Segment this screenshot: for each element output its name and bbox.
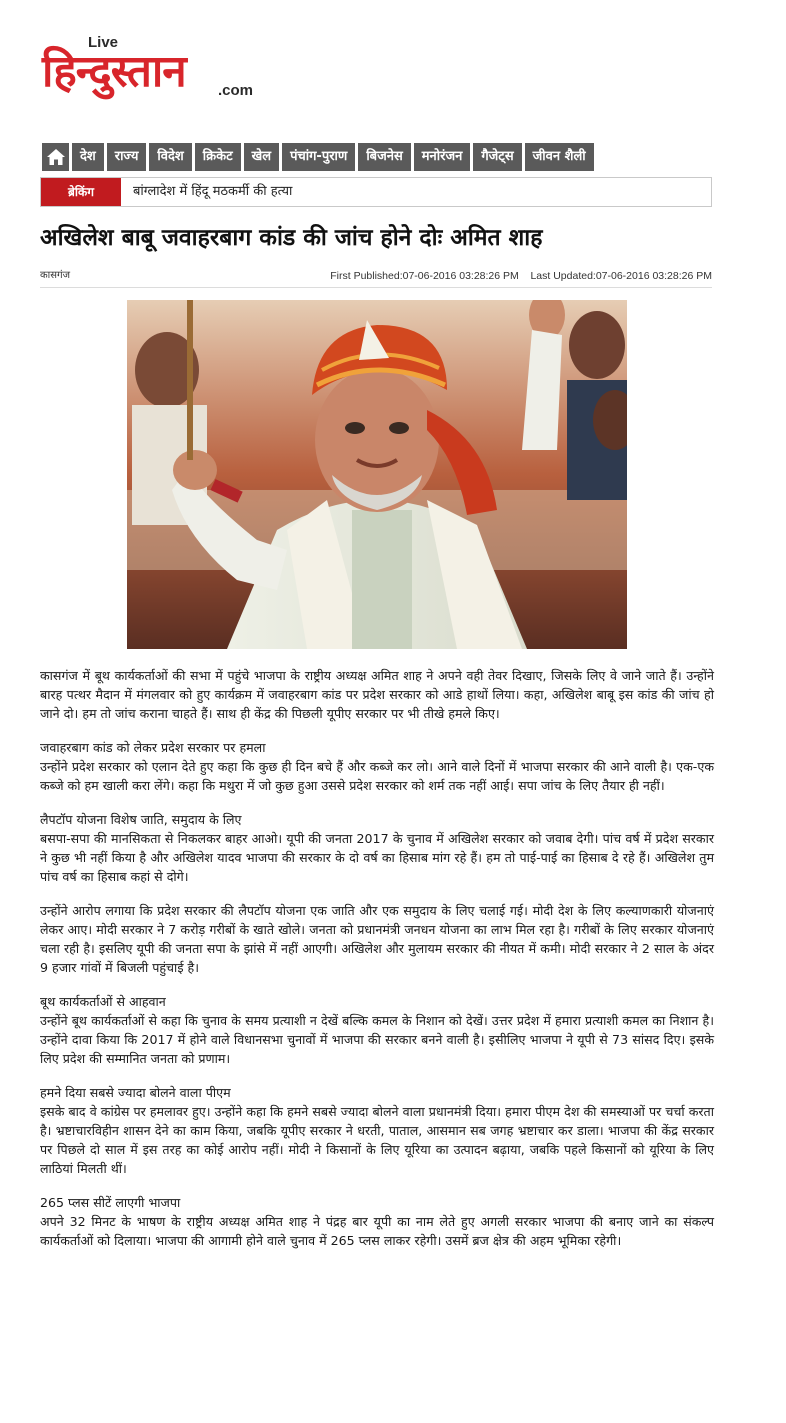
article-headline: अखिलेश बाबू जवाहरबाग कांड की जांच होने दोः अमित शाह <box>40 225 543 251</box>
nav-item-desh[interactable]: देश <box>72 143 104 171</box>
nav-item-jeevan-shaili[interactable]: जीवन शैली <box>525 143 594 171</box>
nav-item-rajya[interactable]: राज्य <box>107 143 147 171</box>
article-paragraph <box>40 738 714 795</box>
article-body <box>40 666 714 1265</box>
nav-item-business[interactable]: बिजनेस <box>358 143 410 171</box>
paragraph-text: इसके बाद वे कांग्रेस पर हमलावर हुए। उन्होंने कहा कि हमने सबसे ज्यादा बोलने वाला प्रधानमंत्री दिया। हमारा पीएम देश की समस्याओं पर चर्चा करता है। भ्रष्टाचारविहीन शासन देने का काम किया, जबकि यूपीए सरकार ने धरती, पाताल, आसमान सब जगह भ्रष्टाचार कर डाला। भाजपा की केंद्र सरकार पर पिछले दो साल में इस तरह का कोई आरोप नहीं। मोदी ने किसानों के लिए यूरिया का उत्पादन बढ़ाया, जबकि पहले किसानों को यूरिया के लिए लाठियां मिलती थीं। <box>40 1104 714 1176</box>
paragraph-subheading: बूथ कार्यकर्ताओं से आहवान <box>40 994 166 1009</box>
nav-item-panchang-puran[interactable]: पंचांग-पुराण <box>282 143 355 171</box>
article-city: कासगंज <box>40 270 71 281</box>
article-paragraph <box>40 901 714 977</box>
paragraph-subheading: जवाहरबाग कांड को लेकर प्रदेश सरकार पर हमला <box>40 740 266 755</box>
nav-item-manoranjan[interactable]: मनोरंजन <box>414 143 471 171</box>
logo-name-text: हिन्दुस्तान <box>42 46 186 97</box>
last-updated: Last Updated:07-06-2016 03:28:26 PM <box>530 270 712 282</box>
breaking-label: ब्रेकिंग <box>41 178 121 206</box>
main-nav <box>42 143 594 171</box>
paragraph-text: उन्होंने प्रदेश सरकार को एलान देते हुए कहा कि कुछ ही दिन बचे हैं और कब्जे कर लो। आने वाले दिनों में भाजपा सरकार की आने वाली है। एक-एक कब्जे को हम खाली करा लेंगे। कहा कि मथुरा में जो कुछ हुआ उससे प्रदेश सरकार को शर्म तक नहीं आई। सपा जांच के लिए तैयार ही नहीं। <box>40 759 714 793</box>
nav-item-khel[interactable]: खेल <box>244 143 279 171</box>
nav-item-videsh[interactable]: विदेश <box>149 143 191 171</box>
paragraph-subheading: लैपटॉप योजना विशेष जाति, समुदाय के लिए <box>40 812 242 827</box>
nav-item-cricket[interactable]: क्रिकेट <box>195 143 241 171</box>
breaking-news-link[interactable]: बांग्लादेश में हिंदू मठकर्मी की हत्या <box>133 184 293 199</box>
paragraph-text: उन्होंने बूथ कार्यकर्ताओं से कहा कि चुनाव के समय प्रत्याशी न देखें बल्कि कमल के निशान को देखें। उत्तर प्रदेश में हमारा प्रत्याशी कमल का निशान है। उन्होंने दावा किया कि 2017 में होने वाले विधानसभा चुनावों में भाजपा की सरकार बनने वाली है। इसीलिए भाजपा ने यूपी से 73 सांसद दिए। इसके लिए प्रदेश की सम्मानित जनता को प्रणाम। <box>40 1013 714 1066</box>
paragraph-subheading: 265 प्लस सीटें लाएगी भाजपा <box>40 1195 181 1210</box>
paragraph-text: अपने 32 मिनट के भाषण के राष्ट्रीय अध्यक्ष अमित शाह ने पंद्रह बार यूपी का नाम लेते हुए अगली सरकार भाजपा की बनाए जाने का संकल्प कार्यकर्ताओं को दिलाया। भाजपा की आगामी होने वाले चुनाव में 265 प्लस लाकर रहेगी। उसमें ब्रज क्षेत्र की अहम भूमिका रहेगी। <box>40 1214 714 1248</box>
nav-home-button[interactable] <box>42 143 69 171</box>
paragraph-text: कासगंज में बूथ कार्यकर्ताओं की सभा में पहुंचे भाजपा के राष्ट्रीय अध्यक्ष अमित शाह ने अपने वही तेवर दिखाए, जिसके लिए वे जाने जाते हैं। उन्होंने बारह पत्थर मैदान में मंगलवार को हुए कार्यक्रम में जवाहरबाग कांड पर प्रदेश सरकार को आडे हाथों लिया। कहा, अखिलेश बाबू इस कांड की जांच हो जाने दो। हम तो जांच कराना चाहते हैं। साथ ही केंद्र की पिछली यूपीए सरकार पर भी तीखे हमले किए। <box>40 668 714 721</box>
article-paragraph <box>40 992 714 1068</box>
photo-illustration <box>127 300 627 649</box>
home-icon <box>46 148 66 166</box>
nav-item-gadgets[interactable]: गैजेट्स <box>473 143 521 171</box>
article-meta <box>40 268 712 288</box>
logo-live-text: Live <box>88 34 119 51</box>
article-photo <box>127 300 627 649</box>
paragraph-text: बसपा-सपा की मानसिकता से निकलकर बाहर आओ। यूपी की जनता 2017 के चुनाव में अखिलेश सरकार को जवाब देगी। पांच वर्ष में प्रदेश सरकार ने कुछ भी नहीं किया है और अखिलेश यादव भाजपा की सरकार के दो वर्ष का हिसाब मांग रहे हैं। हम तो पाई-पाई का हिसाब दे रहे हैं। अखिलेश तुम पांच वर्ष का हिसाब कहां से दोगे। <box>40 831 714 884</box>
first-published: First Published:07-06-2016 03:28:26 PM <box>330 270 519 282</box>
article-dates <box>330 268 712 284</box>
paragraph-subheading: हमने दिया सबसे ज्यादा बोलने वाला पीएम <box>40 1085 231 1100</box>
article-paragraph <box>40 810 714 886</box>
site-logo[interactable] <box>42 32 272 104</box>
article-paragraph <box>40 1193 714 1250</box>
logo-domain-text: .com <box>218 82 254 99</box>
breaking-news-bar <box>40 177 712 207</box>
article-paragraph <box>40 666 714 723</box>
article-paragraph <box>40 1083 714 1178</box>
paragraph-text: उन्होंने आरोप लगाया कि प्रदेश सरकार की लैपटॉप योजना एक जाति और एक समुदाय के लिए चलाई गई। मोदी देश के लिए कल्याणकारी योजनाएं लेकर आए। मोदी सरकार ने 7 करोड़ गरीबों के खाते खोले। जनता को प्रधानमंत्री जनधन योजना का लाभ मिल रहा है। गरीबों के लिए सरकार योजनाएं चला रही है। इसलिए यूपी की जनता सपा के झांसे में नहीं आएगी। अखिलेश और मुलायम सरकार की नीयत में कमी। मोदी सरकार ने 2 साल के अंदर 9 हजार गांवों में बिजली पहुंचाई है। <box>40 903 714 975</box>
